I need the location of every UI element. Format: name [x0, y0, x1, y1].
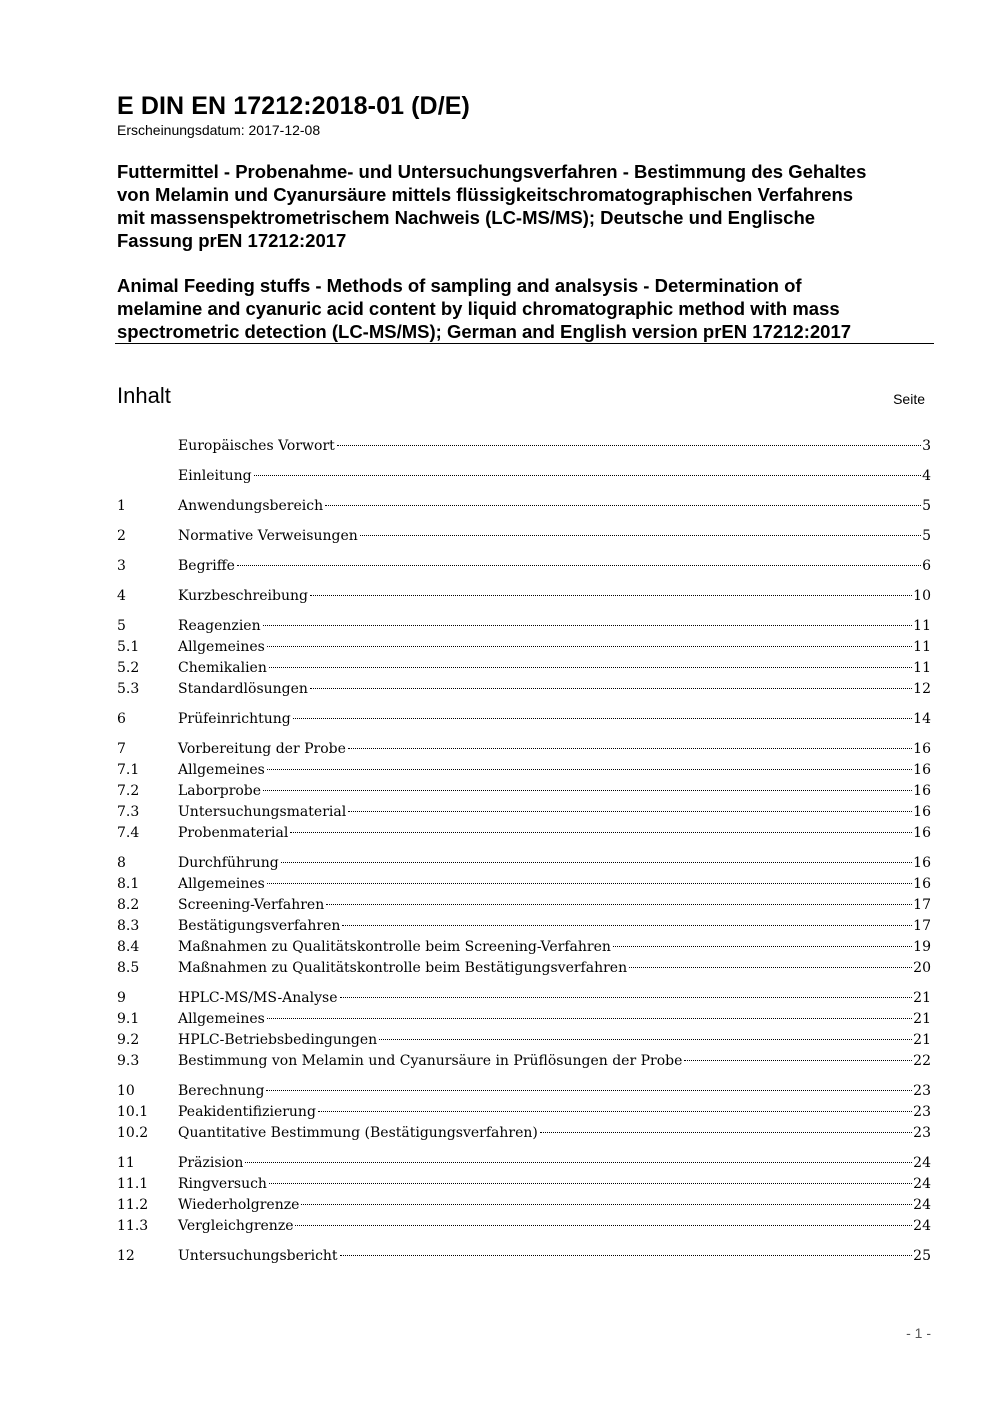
toc-entry[interactable]	[117, 1195, 931, 1216]
toc-entry-page: 21	[913, 1011, 931, 1027]
toc-group	[117, 853, 931, 979]
toc-entry-number: 1	[117, 498, 126, 514]
toc-leader-dots	[540, 1132, 912, 1133]
toc-entry-title: Einleitung	[178, 468, 252, 484]
toc-entry[interactable]	[117, 895, 931, 916]
table-of-contents	[117, 436, 931, 1276]
toc-entry-page: 14	[913, 711, 931, 727]
toc-leader-dots	[290, 832, 912, 833]
title-english-line: Animal Feeding stuffs - Methods of sampling and analsysis - Determination of	[117, 275, 802, 296]
toc-entry-title: Präzision	[178, 1155, 244, 1171]
toc-entry-page: 16	[913, 741, 931, 757]
toc-entry-number: 5.3	[117, 681, 140, 697]
toc-entry-title: Maßnahmen zu Qualitätskontrolle beim Bestätigungsverfahren	[178, 960, 628, 976]
toc-entry[interactable]	[117, 466, 931, 487]
toc-leader-dots	[342, 925, 912, 926]
toc-leader-dots	[629, 967, 912, 968]
toc-entry-page: 17	[913, 897, 931, 913]
toc-leader-dots	[348, 811, 912, 812]
toc-entry-title: Untersuchungsbericht	[178, 1248, 338, 1264]
toc-entry-number: 8	[117, 855, 126, 871]
toc-group	[117, 496, 931, 517]
toc-entry[interactable]	[117, 658, 931, 679]
toc-entry-title: Ringversuch	[178, 1176, 267, 1192]
toc-entry-number: 8.4	[117, 939, 140, 955]
toc-leader-dots	[310, 688, 912, 689]
toc-leader-dots	[340, 1255, 913, 1256]
toc-entry-number: 5	[117, 618, 126, 634]
toc-entry[interactable]	[117, 739, 931, 760]
toc-entry-title: Berechnung	[178, 1083, 265, 1099]
toc-entry-title: Allgemeines	[178, 876, 265, 892]
toc-entry-page: 6	[922, 558, 931, 574]
toc-group	[117, 616, 931, 700]
toc-entry-page: 24	[913, 1197, 931, 1213]
title-german-line: mit massenspektrometrischem Nachweis (LC-MS/MS); Deutsche und Englische	[117, 207, 816, 228]
toc-leader-dots	[613, 946, 912, 947]
toc-entry-number: 11.3	[117, 1218, 149, 1234]
toc-page-column-label: Seite	[893, 391, 925, 407]
toc-leader-dots	[263, 625, 913, 626]
toc-leader-dots	[337, 445, 921, 446]
toc-entry-title: Reagenzien	[178, 618, 261, 634]
toc-entry-number: 9.3	[117, 1053, 140, 1069]
toc-entry-page: 24	[913, 1176, 931, 1192]
toc-entry[interactable]	[117, 496, 931, 517]
title-english-line: spectrometric detection (LC-MS/MS); German and English version prEN 17212:2017	[117, 321, 852, 342]
toc-entry-page: 16	[913, 804, 931, 820]
toc-entry-number: 7.2	[117, 783, 140, 799]
toc-entry[interactable]	[117, 1123, 931, 1144]
toc-entry-page: 5	[922, 528, 931, 544]
title-german-line: von Melamin und Cyanursäure mittels flüssigkeitschromatographischen Verfahrens	[117, 184, 854, 205]
toc-entry-number: 11.1	[117, 1176, 149, 1192]
toc-entry-number: 9.2	[117, 1032, 140, 1048]
toc-entry-page: 3	[922, 438, 931, 454]
toc-entry[interactable]	[117, 1009, 931, 1030]
toc-entry-title: Bestimmung von Melamin und Cyanursäure in Prüflösungen der Probe	[178, 1053, 683, 1069]
toc-leader-dots	[301, 1204, 912, 1205]
toc-entry-page: 16	[913, 855, 931, 871]
toc-entry-page: 17	[913, 918, 931, 934]
toc-entry-number: 5.1	[117, 639, 140, 655]
toc-entry[interactable]	[117, 988, 931, 1009]
title-english	[117, 274, 947, 343]
toc-entry[interactable]	[117, 823, 931, 844]
toc-leader-dots	[295, 1225, 912, 1226]
toc-entry-title: Wiederholgrenze	[178, 1197, 300, 1213]
toc-group	[117, 988, 931, 1072]
toc-entry-page: 25	[913, 1248, 931, 1264]
toc-group	[117, 709, 931, 730]
toc-heading: Inhalt	[117, 383, 171, 408]
toc-entry-page: 11	[913, 660, 931, 676]
toc-entry[interactable]	[117, 1081, 931, 1102]
toc-entry-title: Allgemeines	[178, 639, 265, 655]
toc-entry[interactable]	[117, 760, 931, 781]
toc-leader-dots	[318, 1111, 912, 1112]
toc-entry-number: 10.1	[117, 1104, 149, 1120]
toc-entry-title: Probenmaterial	[178, 825, 289, 841]
toc-entry-number: 6	[117, 711, 126, 727]
title-german-line: Futtermittel - Probenahme- und Untersuchungsverfahren - Bestimmung des Gehaltes	[117, 161, 867, 182]
toc-entry[interactable]	[117, 937, 931, 958]
toc-entry-number: 12	[117, 1248, 135, 1264]
toc-entry-number: 7.3	[117, 804, 140, 820]
toc-entry-number: 10.2	[117, 1125, 149, 1141]
toc-entry-title: Vergleichgrenze	[178, 1218, 294, 1234]
toc-entry[interactable]	[117, 916, 931, 937]
toc-group	[117, 556, 931, 577]
toc-entry-page: 4	[922, 468, 931, 484]
toc-entry-number: 9.1	[117, 1011, 140, 1027]
toc-entry-title: HPLC-MS/MS-Analyse	[178, 990, 338, 1006]
toc-entry[interactable]	[117, 526, 931, 547]
toc-leader-dots	[348, 748, 912, 749]
toc-entry-title: Vorbereitung der Probe	[178, 741, 346, 757]
toc-entry-page: 23	[913, 1125, 931, 1141]
title-german-line: Fassung prEN 17212:2017	[117, 230, 347, 251]
toc-entry[interactable]	[117, 616, 931, 637]
toc-leader-dots	[269, 667, 912, 668]
toc-entry-number: 8.3	[117, 918, 140, 934]
toc-entry[interactable]	[117, 709, 931, 730]
toc-entry[interactable]	[117, 1153, 931, 1174]
toc-entry-number: 8.1	[117, 876, 140, 892]
toc-entry[interactable]	[117, 958, 931, 979]
toc-leader-dots	[267, 646, 912, 647]
toc-entry[interactable]	[117, 1216, 931, 1237]
toc-entry-title: Laborprobe	[178, 783, 262, 799]
toc-entry-title: Allgemeines	[178, 1011, 265, 1027]
toc-entry-title: Durchführung	[178, 855, 279, 871]
toc-entry[interactable]	[117, 637, 931, 658]
toc-entry-title: Anwendungsbereich	[178, 498, 324, 514]
toc-entry-title: Allgemeines	[178, 762, 265, 778]
title-english-line: melamine and cyanuric acid content by liquid chromatographic method with mass	[117, 298, 840, 319]
toc-entry[interactable]	[117, 586, 931, 607]
toc-group	[117, 586, 931, 607]
toc-entry-number: 11	[117, 1155, 135, 1171]
toc-entry-number: 7.1	[117, 762, 140, 778]
toc-group	[117, 739, 931, 844]
toc-entry-page: 23	[913, 1104, 931, 1120]
toc-entry-page: 16	[913, 825, 931, 841]
toc-entry-page: 24	[913, 1155, 931, 1171]
toc-entry-number: 7	[117, 741, 126, 757]
toc-entry[interactable]	[117, 1030, 931, 1051]
toc-entry[interactable]	[117, 781, 931, 802]
toc-entry-title: Prüfeinrichtung	[178, 711, 291, 727]
toc-entry-title: Screening-Verfahren	[178, 897, 325, 913]
toc-leader-dots	[237, 565, 921, 566]
toc-entry[interactable]	[117, 436, 931, 457]
page-number: - 1 -	[906, 1325, 931, 1341]
toc-group	[117, 466, 931, 487]
toc-entry[interactable]	[117, 802, 931, 823]
toc-entry-page: 20	[913, 960, 931, 976]
toc-entry-page: 22	[913, 1053, 931, 1069]
toc-group	[117, 1081, 931, 1144]
toc-leader-dots	[310, 595, 912, 596]
toc-entry-page: 16	[913, 876, 931, 892]
toc-entry-page: 19	[913, 939, 931, 955]
toc-entry[interactable]	[117, 874, 931, 895]
toc-group	[117, 1153, 931, 1237]
toc-entry-page: 11	[913, 639, 931, 655]
toc-leader-dots	[325, 505, 921, 506]
toc-entry[interactable]	[117, 556, 931, 577]
toc-entry-page: 23	[913, 1083, 931, 1099]
toc-leader-dots	[269, 1183, 912, 1184]
toc-leader-dots	[263, 790, 912, 791]
toc-group	[117, 526, 931, 547]
toc-entry-title: Quantitative Bestimmung (Bestätigungsverfahren)	[178, 1125, 538, 1141]
toc-leader-dots	[266, 1090, 912, 1091]
toc-entry-number: 7.4	[117, 825, 140, 841]
publication-date: Erscheinungsdatum: 2017-12-08	[117, 122, 321, 138]
toc-entry-page: 5	[922, 498, 931, 514]
toc-leader-dots	[267, 883, 912, 884]
toc-entry-title: Bestätigungsverfahren	[178, 918, 341, 934]
toc-entry-number: 2	[117, 528, 126, 544]
toc-entry-number: 5.2	[117, 660, 140, 676]
document-id: E DIN EN 17212:2018-01 (D/E)	[117, 92, 470, 120]
toc-entry-page: 16	[913, 783, 931, 799]
toc-entry-number: 8.5	[117, 960, 140, 976]
title-german	[117, 160, 947, 252]
toc-leader-dots	[245, 1162, 912, 1163]
toc-entry-title: Peakidentifizierung	[178, 1104, 316, 1120]
toc-entry-number: 3	[117, 558, 126, 574]
toc-leader-dots	[293, 718, 912, 719]
toc-entry-page: 21	[913, 990, 931, 1006]
toc-entry-title: Begriffe	[178, 558, 235, 574]
toc-entry[interactable]	[117, 1102, 931, 1123]
title-divider	[115, 343, 934, 344]
toc-entry-title: Europäisches Vorwort	[178, 438, 335, 454]
toc-entry-number: 11.2	[117, 1197, 149, 1213]
toc-leader-dots	[326, 904, 912, 905]
toc-entry-page: 16	[913, 762, 931, 778]
toc-entry-title: Untersuchungsmaterial	[178, 804, 347, 820]
toc-entry-title: Standardlösungen	[178, 681, 308, 697]
toc-entry-number: 10	[117, 1083, 135, 1099]
toc-entry[interactable]	[117, 853, 931, 874]
toc-entry[interactable]	[117, 1051, 931, 1072]
toc-entry-title: HPLC-Betriebsbedingungen	[178, 1032, 378, 1048]
toc-entry-title: Normative Verweisungen	[178, 528, 358, 544]
toc-group	[117, 436, 931, 457]
toc-entry[interactable]	[117, 1174, 931, 1195]
toc-entry[interactable]	[117, 679, 931, 700]
toc-leader-dots	[379, 1039, 912, 1040]
toc-entry-number: 8.2	[117, 897, 140, 913]
toc-entry-page: 12	[913, 681, 931, 697]
toc-leader-dots	[360, 535, 921, 536]
toc-entry-page: 11	[913, 618, 931, 634]
toc-leader-dots	[684, 1060, 912, 1061]
toc-leader-dots	[281, 862, 912, 863]
toc-entry-number: 9	[117, 990, 126, 1006]
toc-leader-dots	[267, 769, 912, 770]
toc-entry-page: 21	[913, 1032, 931, 1048]
toc-entry[interactable]	[117, 1246, 931, 1267]
toc-leader-dots	[340, 997, 913, 998]
toc-entry-title: Chemikalien	[178, 660, 267, 676]
toc-group	[117, 1246, 931, 1267]
toc-leader-dots	[254, 475, 922, 476]
toc-entry-title: Kurzbeschreibung	[178, 588, 308, 604]
toc-entry-page: 10	[913, 588, 931, 604]
toc-entry-title: Maßnahmen zu Qualitätskontrolle beim Screening-Verfahren	[178, 939, 611, 955]
toc-entry-number: 4	[117, 588, 126, 604]
toc-leader-dots	[267, 1018, 912, 1019]
toc-entry-page: 24	[913, 1218, 931, 1234]
